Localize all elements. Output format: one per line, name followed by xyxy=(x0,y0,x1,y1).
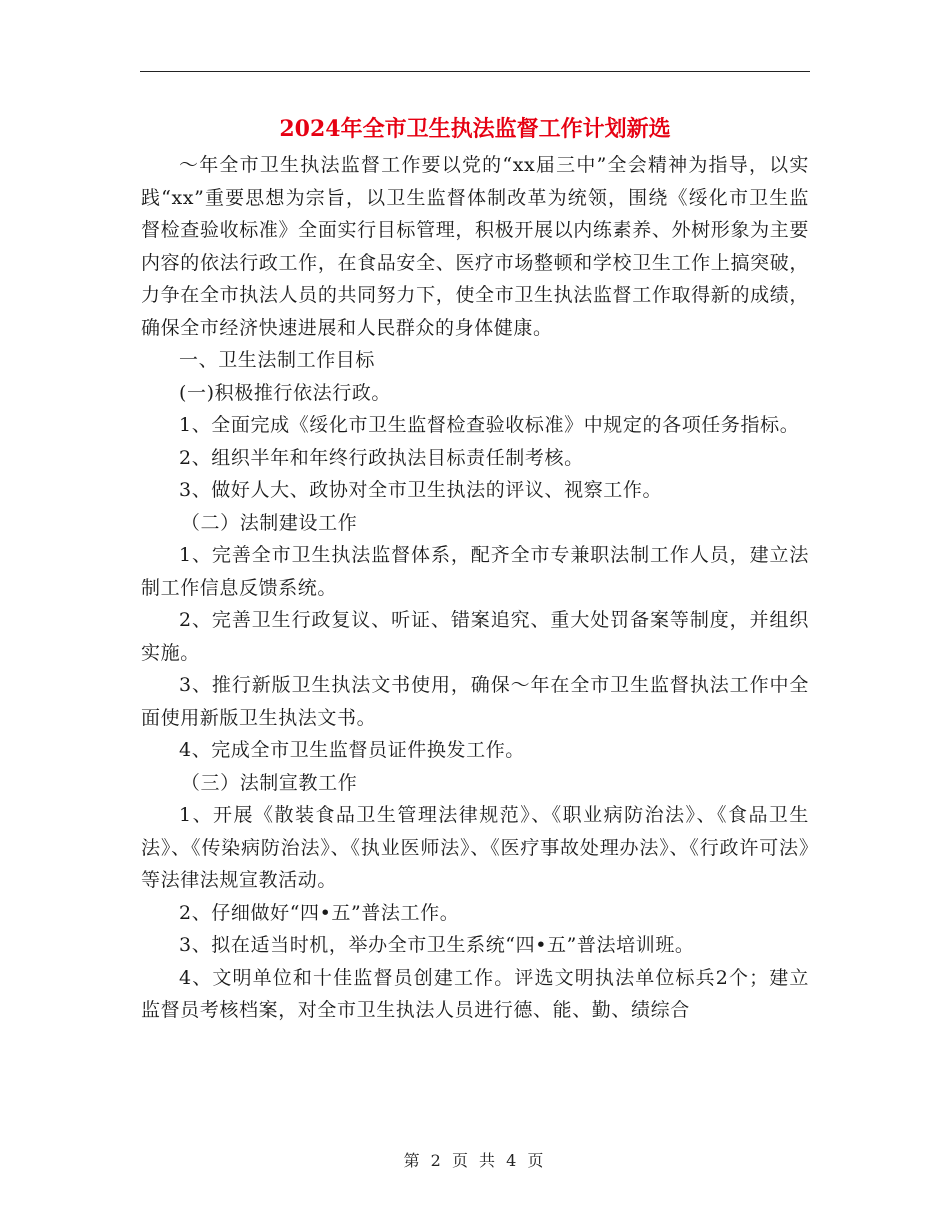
list-item: 4、完成全市卫生监督员证件换发工作。 xyxy=(179,739,525,761)
list-item: 4、文明单位和十佳监督员创建工作。评选文明执法单位标兵2个；建立监督员考核档案，对全市卫生执法人员进行德、能、勤、绩综合 xyxy=(141,966,809,1021)
list-item: 3、推行新版卫生执法文书使用，确保～年在全市卫生监督执法工作中全面使用新版卫生执法文书。 xyxy=(141,674,809,729)
list-item: 1、开展《散装食品卫生管理法律规范》、《职业病防治法》、《食品卫生法》、《传染病防治法》、《执业医师法》、《医疗事故处理办法》、《行政许可法》等法律法规宣教活动。 xyxy=(141,804,809,891)
page-number: 第 2 页 共 4 页 xyxy=(403,1151,547,1170)
list-item: 2、仔细做好“四•五”普法工作。 xyxy=(179,901,460,924)
list-item: 1、完善全市卫生执法监督体系，配齐全市专兼职法制工作人员，建立法制工作信息反馈系统。 xyxy=(141,544,809,599)
list-item: 3、拟在适当时机，举办全市卫生系统“四•五”普法培训班。 xyxy=(179,934,695,956)
document-title: 2024年全市卫生执法监督工作计划新选 xyxy=(279,116,671,142)
subsection-heading-1: (一)积极推行依法行政。 xyxy=(179,381,392,404)
document-body xyxy=(141,149,809,1027)
list-item: 1、全面完成《绥化市卫生监督检查验收标准》中规定的各项任务指标。 xyxy=(179,414,800,436)
paragraph-intro: ～年全市卫生执法监督工作要以党的“xx届三中”全会精神为指导，以实践“xx”重要思想为宗旨，以卫生监督体制改革为统领，围绕《绥化市卫生监督检查验收标准》全面实行目标管理，积极开展以内练素养、外树形象为主要内容的依法行政工作，在食品安全、医疗市场整顿和学校卫生工作上搞突破，力争在全市执法人员的共同努力下，使全市卫生执法监督工作取得新的成绩，确保全市经济快速进展和人民群众的身体健康。 xyxy=(141,154,809,339)
list-item: 2、完善卫生行政复议、听证、错案追究、重大处罚备案等制度，并组织实施。 xyxy=(141,609,809,664)
section-heading-1: 一、卫生法制工作目标 xyxy=(179,349,376,371)
subsection-heading-2: （二）法制建设工作 xyxy=(180,511,358,534)
list-item: 3、做好人大、政协对全市卫生执法的评议、视察工作。 xyxy=(179,479,663,501)
list-item: 2、组织半年和年终行政执法目标责任制考核。 xyxy=(179,446,584,469)
header-rule xyxy=(140,71,810,72)
subsection-heading-3: （三）法制宣教工作 xyxy=(180,771,358,794)
